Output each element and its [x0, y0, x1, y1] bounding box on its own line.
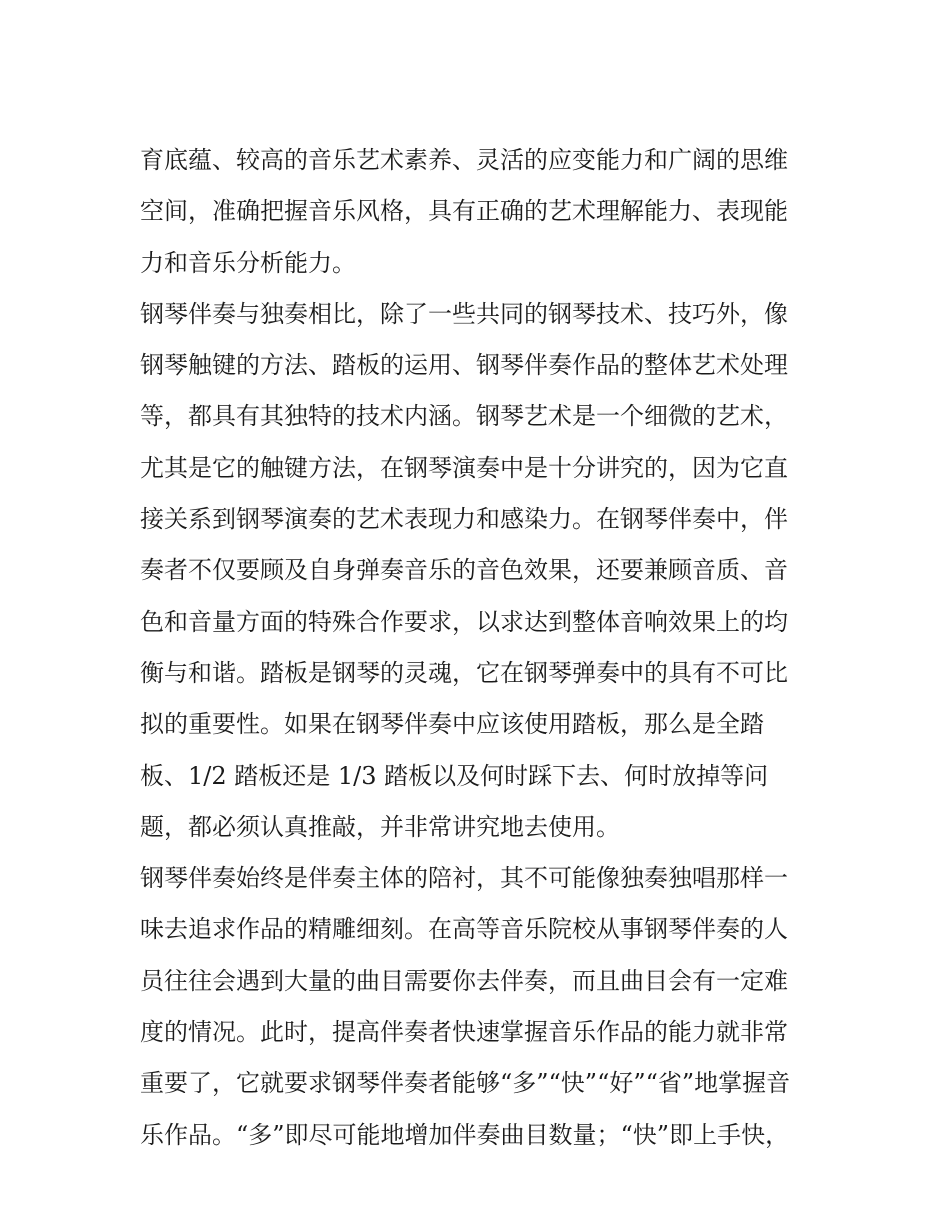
paragraph-3-line-3: 员往往会遇到大量的曲目需要你去伴奏，而且曲目会有一定难 — [140, 966, 788, 995]
paragraph-1-line-1: 育底蕴、较高的音乐艺术素养、灵活的应变能力和广阔的思维 — [140, 146, 788, 174]
paragraph-2-line-5: 接关系到钢琴演奏的艺术表现力和感染力。在钢琴伴奏中，伴 — [140, 505, 788, 534]
paragraph-2-line-8: 衡与和谐。踏板是钢琴的灵魂，它在钢琴弹奏中的具有不可比 — [140, 658, 788, 687]
paragraph-2-line-3: 等，都具有其独特的技术内涵。钢琴艺术是一个细微的艺术， — [140, 402, 788, 431]
paragraph-2-line-6: 奏者不仅要顾及自身弹奏音乐的音色效果，还要兼顾音质、音 — [140, 556, 788, 585]
paragraph-3-line-4: 度的情况。此时，提高伴奏者快速掌握音乐作品的能力就非常 — [140, 1018, 788, 1047]
paragraph-3-line-2: 味去追求作品的精雕细刻。在高等音乐院校从事钢琴伴奏的人 — [140, 915, 788, 944]
paragraph-2-line-7: 色和音量方面的特殊合作要求，以求达到整体音响效果上的均 — [140, 607, 788, 636]
paragraph-2-line-10: 板、1/2 踏板还是 1/3 踏板以及何时踩下去、何时放掉等问 — [140, 761, 769, 790]
paragraph-3-line-6: 乐作品。“多”即尽可能地增加伴奏曲目数量；“快”即上手快， — [140, 1120, 790, 1149]
paragraph-1-line-2: 空间，准确把握音乐风格，具有正确的艺术理解能力、表现能 — [140, 197, 788, 226]
paragraph-3-line-5: 重要了，它就要求钢琴伴奏者能够“多”“快”“好”“省”地掌握音 — [140, 1069, 791, 1098]
paragraph-1-line-3: 力和音乐分析能力。 — [140, 248, 356, 277]
body-text — [140, 135, 830, 1161]
paragraph-2-line-11: 题，都必须认真推敲，并非常讲究地去使用。 — [140, 812, 620, 841]
paragraph-2-line-9: 拟的重要性。如果在钢琴伴奏中应该使用踏板，那么是全踏 — [140, 710, 764, 739]
paragraph-3-line-1: 钢琴伴奏始终是伴奏主体的陪衬，其不可能像独奏独唱那样一 — [140, 864, 788, 893]
paragraph-2-line-2: 钢琴触键的方法、踏板的运用、钢琴伴奏作品的整体艺术处理 — [140, 351, 788, 380]
paragraph-2-line-4: 尤其是它的触键方法，在钢琴演奏中是十分讲究的，因为它直 — [140, 453, 788, 482]
paragraph-2-line-1: 钢琴伴奏与独奏相比，除了一些共同的钢琴技术、技巧外，像 — [140, 299, 788, 328]
